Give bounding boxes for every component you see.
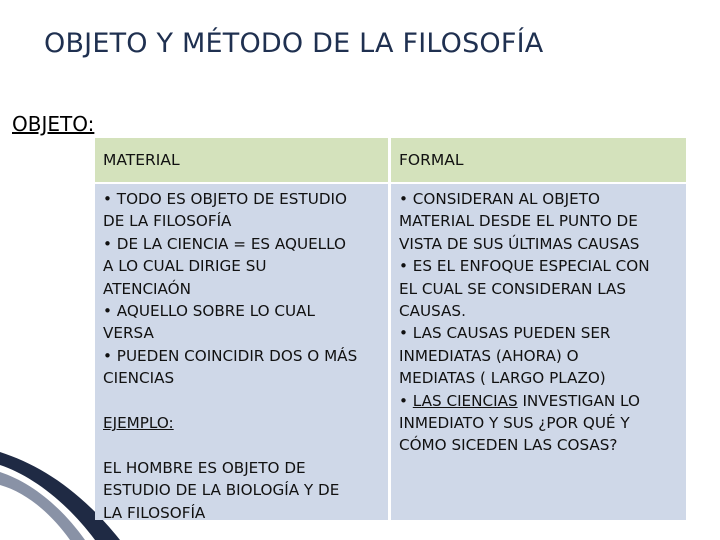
formal-bullet: • <box>399 391 413 410</box>
material-line: CIENCIAS <box>103 369 175 388</box>
formal-line: MATERIAL DESDE EL PUNTO DE <box>399 212 638 231</box>
material-line: DE LA FILOSOFÍA <box>103 212 232 231</box>
formal-line: EL CUAL SE CONSIDERAN LAS <box>399 279 627 298</box>
material-line: A LO CUAL DIRIGE SU <box>103 257 267 276</box>
example-line: EL HOMBRE ES OBJETO DE <box>103 458 306 477</box>
material-line: • PUEDEN COINCIDIR DOS O MÁS <box>103 346 358 365</box>
formal-line: • CONSIDERAN AL OBJETO <box>399 190 600 208</box>
material-line: • DE LA CIENCIA = ES AQUELLO <box>103 234 347 253</box>
formal-line: INMEDIATAS (AHORA) O <box>399 346 579 365</box>
objeto-table <box>95 138 686 520</box>
example-label: EJEMPLO: <box>103 414 174 433</box>
formal-line: VISTA DE SUS ÚLTIMAS CAUSAS <box>399 234 640 253</box>
formal-line: • ES EL ENFOQUE ESPECIAL CON <box>399 257 650 276</box>
underlined-text: LAS CIENCIAS <box>412 391 518 410</box>
formal-line: CÓMO SICEDEN LAS COSAS? <box>399 436 618 455</box>
material-line: ATENCIAÓN <box>103 279 191 298</box>
spacer <box>103 434 388 456</box>
formal-line: MEDIATAS ( LARGO PLAZO) <box>399 369 606 388</box>
formal-rest: INVESTIGAN LO <box>517 391 640 410</box>
formal-line: CAUSAS. <box>399 302 466 321</box>
formal-line: INMEDIATO Y SUS ¿POR QUÉ Y <box>399 414 630 433</box>
header-formal: FORMAL <box>391 138 686 182</box>
material-cell <box>95 184 388 520</box>
material-line: VERSA <box>103 324 154 343</box>
slide-title: OBJETO Y MÉTODO DE LA FILOSOFÍA <box>44 28 544 59</box>
example-line: LA FILOSOFÍA <box>103 503 206 522</box>
formal-line: • LAS CAUSAS PUEDEN SER <box>399 324 611 343</box>
formal-line-ciencias <box>399 390 686 412</box>
slide-subtitle: OBJETO: <box>12 112 95 136</box>
formal-cell <box>391 184 686 520</box>
spacer <box>103 390 388 412</box>
header-material: MATERIAL <box>95 138 388 182</box>
material-line: • AQUELLO SOBRE LO CUAL <box>103 302 316 321</box>
material-line: • TODO ES OBJETO DE ESTUDIO <box>103 190 347 208</box>
example-line: ESTUDIO DE LA BIOLOGÍA Y DE <box>103 481 340 500</box>
